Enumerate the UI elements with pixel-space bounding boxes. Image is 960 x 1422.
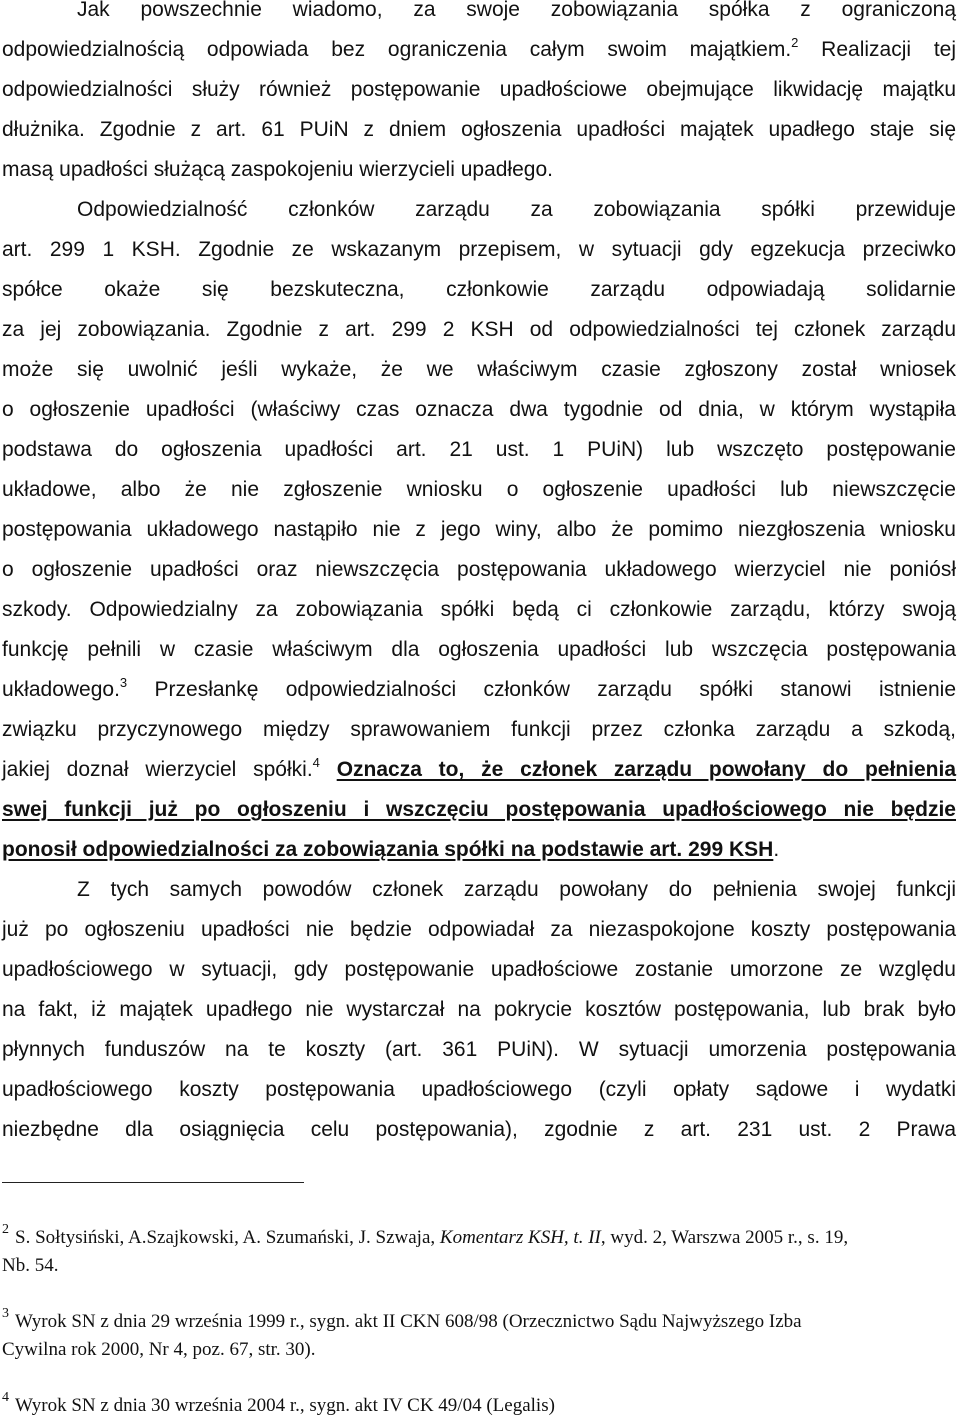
body-line: już po ogłoszeniu upadłości nie będzie odpowiadał za niezaspokojone koszty postępowania xyxy=(2,918,956,941)
body-line: może się uwolnić jeśli wykaże, że we właściwym czasie zgłoszony został wniosek xyxy=(2,358,956,381)
footnote-2-continued: Nb. 54. xyxy=(2,1255,59,1276)
body-line: masą upadłości służącą zaspokojeniu wierzycieli upadłego. xyxy=(2,158,553,181)
body-line: niezbędne dla osiągnięcia celu postępowania), zgodnie z art. 231 ust. 2 Prawa xyxy=(2,1118,956,1141)
body-line: Odpowiedzialność członków zarządu za zobowiązania spółki przewiduje xyxy=(77,198,956,221)
body-line: jakiej doznał wierzyciel spółki.$^4$ Oznacza to, że członek zarządu powołany do pełnienia xyxy=(2,755,956,781)
body-line: o ogłoszenie upadłości oraz niewszczęcia postępowania układowego wierzyciel nie poniósł xyxy=(2,558,956,581)
body-line: o ogłoszenie upadłości (właściwy czas oznacza dwa tygodnie od dnia, w którym wystąpiła xyxy=(2,398,956,421)
body-line: funkcję pełnili w czasie właściwym dla ogłoszenia upadłości lub wszczęcia postępowania xyxy=(2,638,956,661)
emphasis-text: Oznacza to, że członek zarządu powołany do pełnienia xyxy=(336,758,956,781)
body-line: Jak powszechnie wiadomo, za swoje zobowiązania spółka z ograniczoną xyxy=(77,0,956,21)
footnote-ref[interactable]: 3 xyxy=(119,675,128,690)
body-line: układowego.$^3$ Przesłankę odpowiedzialności członków zarządu spółki stanowi istnienie xyxy=(2,675,956,701)
body-line: upadłościowego koszty postępowania upadłościowego (czyli opłaty sądowe i wydatki xyxy=(2,1078,956,1101)
body-line: na fakt, iż majątek upadłego nie wystarczał na pokrycie kosztów postępowania, lub brak było xyxy=(2,998,956,1021)
body-line: dłużnika. Zgodnie z art. 61 PUiN z dniem ogłoszenia upadłości majątek upadłego staje się xyxy=(2,118,956,141)
body-line: za jej zobowiązania. Zgodnie z art. 299 2 KSH od odpowiedzialności tej członek zarządu xyxy=(2,318,956,341)
footnote-2: $^2$ S. Sołtysiński, A.Szajkowski, A. Szumański, J. Szwaja, Komentarz KSH, t. II, wyd. 2, Warszwa 2005 r., s. 19, xyxy=(2,1222,849,1248)
footnote-ref[interactable]: 2 xyxy=(791,35,799,50)
body-line xyxy=(2,790,956,830)
body-line: spółce okaże się bezskuteczna, członkowie zarządu odpowiadają solidarnie xyxy=(2,278,956,301)
body-line: odpowiedzialnością odpowiada bez ograniczenia całym swoim majątkiem.$^2$ Realizacji tej xyxy=(2,35,957,61)
footnote-4: $^4$ Wyrok SN z dnia 30 września 2004 r., sygn. akt IV CK 49/04 (Legalis) xyxy=(2,1390,555,1416)
body-line: układowe, albo że nie zgłoszenie wniosku o ogłoszenie upadłości lub niewszczęcie xyxy=(2,478,956,501)
body-line: szkody. Odpowiedzialny za zobowiązania spółki będą ci członkowie zarządu, którzy swoją xyxy=(2,598,956,621)
body-line: Z tych samych powodów członek zarządu powołany do pełnienia swojej funkcji xyxy=(77,878,956,901)
footnote-ref[interactable]: 4 xyxy=(312,755,320,770)
body-line: ponosił odpowiedzialności za zobowiązania spółki na podstawie art. 299 KSH. xyxy=(2,838,780,861)
emphasis-text: ponosił odpowiedzialności za zobowiązania spółki na podstawie art. 299 KSH xyxy=(2,838,774,861)
footnote-3-continued: Cywilna rok 2000, Nr 4, poz. 67, str. 30). xyxy=(2,1339,316,1360)
emphasis-text: swej funkcji już po ogłoszeniu i wszczęciu postępowania upadłościowego nie będzie xyxy=(2,798,956,821)
body-line: postępowania układowego nastąpiło nie z jego winy, albo że pomimo niezgłoszenia wniosku xyxy=(2,518,956,541)
body-line: podstawa do ogłoszenia upadłości art. 21 ust. 1 PUiN) lub wszczęto postępowanie xyxy=(2,438,956,461)
body-line: płynnych funduszów na te koszty (art. 361 PUiN). W sytuacji umorzenia postępowania xyxy=(2,1038,956,1061)
body-line: odpowiedzialności służy również postępowanie upadłościowe obejmujące likwidację majątku xyxy=(2,78,956,101)
body-line: związku przyczynowego między sprawowaniem funkcji przez członka zarządu a szkodą, xyxy=(2,718,956,741)
body-line: art. 299 1 KSH. Zgodnie ze wskazanym przepisem, w sytuacji gdy egzekucja przeciwko xyxy=(2,238,956,261)
body-line: upadłościowego w sytuacji, gdy postępowanie upadłościowe zostanie umorzone ze względu xyxy=(2,958,956,981)
footnote-separator xyxy=(2,1182,304,1183)
footnote-3: $^3$ Wyrok SN z dnia 29 września 1999 r., sygn. akt II CKN 608/98 (Orzecznictwo Sądu Najwyższego Izba xyxy=(2,1306,802,1332)
